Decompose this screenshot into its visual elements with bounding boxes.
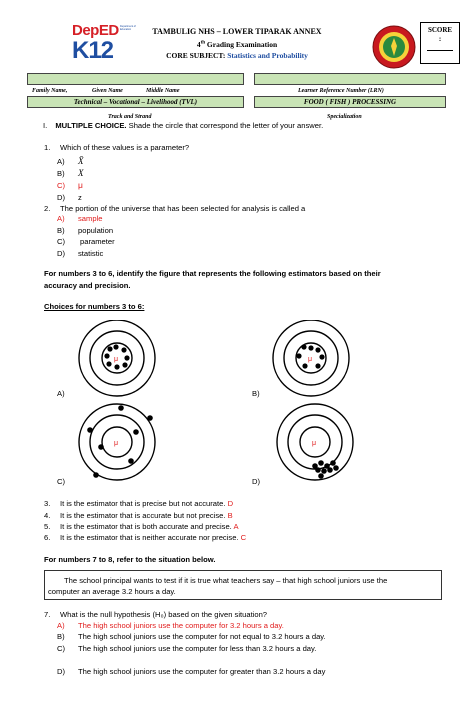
situation-line2: computer an average 3.2 hours a day. (48, 587, 176, 596)
situation-box (44, 570, 442, 600)
choices-heading: Choices for numbers 3 to 6: (44, 302, 145, 311)
q7-d-letter: D) (57, 667, 66, 676)
q2-a-letter: A) (57, 214, 65, 223)
q1-d-text: z (78, 193, 82, 202)
mu-symbol: μ (114, 440, 119, 447)
q5-text: It is the estimator that is both accurate and precise. (60, 522, 234, 531)
q1-c-letter: C) (57, 181, 66, 190)
q7-d-text: The high school juniors use the computer for greater than 3.2 hours a day (78, 667, 326, 676)
exam-number: 4 (196, 40, 201, 49)
q1-b-text: X (78, 168, 84, 178)
score-box (420, 22, 460, 64)
lrn-field[interactable] (254, 73, 446, 85)
q4-number: 4. (44, 511, 51, 520)
q1-number: 1. (44, 143, 51, 152)
q4-line (60, 512, 233, 520)
instr-3-6-line1: For numbers 3 to 6, identify the figure that represents the following estimators based on their (44, 269, 381, 278)
family-name-label: Family Name, (32, 88, 68, 94)
score-colon: : (438, 35, 442, 43)
q3-text: It is the estimator that is precise but not accurate. (60, 499, 228, 508)
instr-7-8-heading: For numbers 7 to 8, refer to the situation below. (44, 555, 216, 564)
q1-a-text: X̄ (78, 156, 84, 166)
q2-c-text: parameter (80, 237, 115, 246)
score-blank[interactable] (427, 50, 453, 51)
exam-rest: Grading Examination (205, 40, 278, 49)
target-diagrams (0, 320, 474, 495)
q2-b-text: population (78, 226, 114, 235)
q2-text: The portion of the universe that has been selected for analysis is called a (60, 204, 306, 213)
k12-logo-text: K12 (72, 37, 114, 64)
q1-c-text: μ (78, 180, 83, 190)
instr-3-6-line2: accuracy and precision. (44, 281, 131, 290)
specialization-field[interactable] (254, 96, 446, 108)
q6-answer: C (240, 533, 247, 542)
q4-text: It is the estimator that is accurate but not precise. (60, 511, 228, 520)
target-c (79, 404, 155, 480)
q1-b-letter: B) (57, 169, 65, 178)
target-c-label: C) (57, 477, 66, 486)
section-roman: I. (43, 121, 48, 130)
school-name: TAMBULIG NHS – LOWER TIPARAK ANNEX (152, 27, 322, 36)
exam-superscript: th (200, 40, 206, 46)
mu-symbol: μ (114, 356, 119, 363)
q3-answer: D (227, 499, 234, 508)
q1-d-letter: D) (57, 193, 66, 202)
target-a-label: A) (57, 389, 65, 398)
q7-b-letter: B) (57, 632, 65, 641)
section-title: MULTIPLE CHOICE. (55, 121, 127, 130)
deped-logo-text: DepED (72, 22, 119, 39)
q7-text: What is the null hypothesis (H₀) based on the given situation? (60, 610, 268, 619)
target-d (277, 404, 353, 480)
q1-a-letter: A) (57, 157, 65, 166)
q6-text: It is the estimator that is neither accurate nor precise. (60, 533, 241, 542)
q1-text: Which of these values is a parameter? (60, 143, 190, 152)
q2-a-text: sample (78, 214, 103, 223)
track-label: Track and Strand (108, 114, 152, 120)
given-name-label: Given Name (92, 88, 123, 94)
q7-a-text: The high school juniors use the computer for 3.2 hours a day. (78, 621, 284, 630)
q5-number: 5. (44, 522, 51, 531)
situation-line1: The school principal wants to test if it is true what teachers say – that high school juniors use the (64, 576, 388, 585)
mu-symbol: μ (308, 356, 313, 363)
middle-name-label: Middle Name (146, 88, 180, 94)
target-b-label: B) (252, 389, 260, 398)
target-d-label: D) (252, 477, 261, 486)
section-heading (43, 122, 323, 130)
subject-label: CORE SUBJECT: (166, 51, 228, 60)
q7-number: 7. (44, 610, 51, 619)
q2-b-letter: B) (57, 226, 65, 235)
q2-number: 2. (44, 204, 51, 213)
q7-b-text: The high school juniors use the computer for not equal to 3.2 hours a day. (78, 632, 326, 641)
name-field[interactable] (27, 73, 244, 85)
q7-a-letter: A) (57, 621, 65, 630)
q5-line (60, 523, 239, 531)
track-field[interactable] (27, 96, 244, 108)
q6-line (60, 534, 246, 542)
mu-symbol: μ (312, 440, 317, 447)
q4-answer: B (227, 511, 233, 520)
target-b (273, 320, 349, 396)
q6-number: 6. (44, 533, 51, 542)
q5-answer: A (233, 522, 239, 531)
specialization-label: Specialization (327, 114, 362, 120)
q2-c-letter: C) (57, 237, 66, 246)
q3-line (60, 500, 233, 508)
deped-tagline: Department of Education (120, 25, 136, 31)
lrn-label: Learner Reference Number (LRN) (298, 88, 384, 94)
subject-value: Statistics and Probability (227, 51, 308, 60)
q2-d-text: statistic (78, 249, 104, 258)
specialization-value: FOOD ( FISH ) PROCESSING (303, 98, 397, 106)
q7-c-letter: C) (57, 644, 66, 653)
target-a (79, 320, 155, 396)
q3-number: 3. (44, 499, 51, 508)
score-label: SCORE (427, 26, 453, 34)
q2-d-letter: D) (57, 249, 66, 258)
track-value: Technical – Vocational – Livelihood (TVL) (73, 98, 198, 106)
section-instruction: Shade the circle that correspond the letter of your answer. (126, 121, 324, 130)
q7-c-text: The high school juniors use the computer for less than 3.2 hours a day. (78, 644, 317, 653)
school-seal-icon (372, 25, 416, 69)
